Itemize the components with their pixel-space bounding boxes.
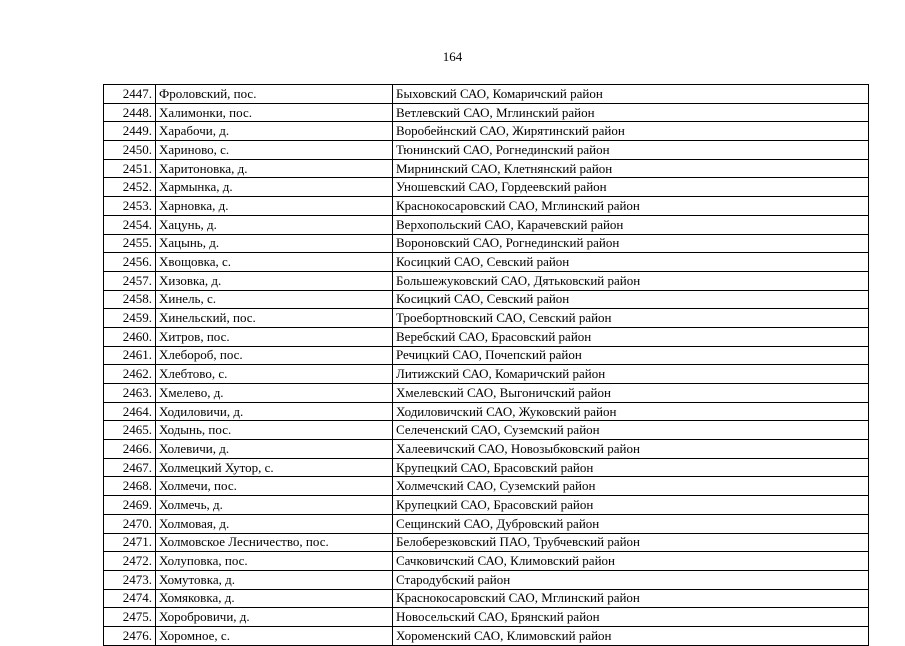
table-row (104, 552, 869, 571)
district-name: Белоберезковский ПАО, Трубчевский район (393, 533, 869, 552)
row-number: 2468. (104, 477, 156, 496)
table-row (104, 290, 869, 309)
row-number: 2463. (104, 384, 156, 403)
row-number: 2452. (104, 178, 156, 197)
settlement-name: Ходиловичи, д. (156, 402, 393, 421)
row-number: 2465. (104, 421, 156, 440)
table-row (104, 327, 869, 346)
table-row (104, 514, 869, 533)
table-row (104, 197, 869, 216)
row-number: 2472. (104, 552, 156, 571)
district-name: Сещинский САО, Дубровский район (393, 514, 869, 533)
table-row (104, 122, 869, 141)
table-row (104, 159, 869, 178)
row-number: 2461. (104, 346, 156, 365)
settlement-name: Фроловский, пос. (156, 85, 393, 104)
settlement-name: Хоромное, с. (156, 626, 393, 645)
district-name: Крупецкий САО, Брасовский район (393, 458, 869, 477)
table-row (104, 477, 869, 496)
district-name: Сачковичский САО, Климовский район (393, 552, 869, 571)
settlement-name: Харновка, д. (156, 197, 393, 216)
settlement-name: Хинельский, пос. (156, 309, 393, 328)
row-number: 2473. (104, 570, 156, 589)
table-row (104, 402, 869, 421)
page-number: 164 (442, 49, 463, 64)
table-row (104, 234, 869, 253)
row-number: 2455. (104, 234, 156, 253)
row-number: 2447. (104, 85, 156, 104)
row-number: 2476. (104, 626, 156, 645)
table-row (104, 626, 869, 645)
settlement-name: Холуповка, пос. (156, 552, 393, 571)
table-row (104, 103, 869, 122)
settlement-name: Холмецкий Хутор, с. (156, 458, 393, 477)
table-row (104, 440, 869, 459)
district-name: Косицкий САО, Севский район (393, 253, 869, 272)
row-number: 2456. (104, 253, 156, 272)
district-name: Литижский САО, Комаричский район (393, 365, 869, 384)
settlement-name: Холмовая, д. (156, 514, 393, 533)
table-row (104, 421, 869, 440)
table-row (104, 608, 869, 627)
table-row (104, 178, 869, 197)
district-name: Краснокосаровский САО, Мглинский район (393, 589, 869, 608)
settlement-name: Хомутовка, д. (156, 570, 393, 589)
settlement-name: Хизовка, д. (156, 271, 393, 290)
row-number: 2451. (104, 159, 156, 178)
district-name: Хмелевский САО, Выгоничский район (393, 384, 869, 403)
district-name: Хороменский САО, Климовский район (393, 626, 869, 645)
row-number: 2464. (104, 402, 156, 421)
row-number: 2457. (104, 271, 156, 290)
district-name: Стародубский район (393, 570, 869, 589)
settlement-name: Холмовское Лесничество, пос. (156, 533, 393, 552)
table-row (104, 365, 869, 384)
row-number: 2475. (104, 608, 156, 627)
settlement-name: Хармынка, д. (156, 178, 393, 197)
row-number: 2474. (104, 589, 156, 608)
district-name: Вороновский САО, Рогнединский район (393, 234, 869, 253)
settlement-name: Хинель, с. (156, 290, 393, 309)
settlement-name: Хвощовка, с. (156, 253, 393, 272)
table-row (104, 458, 869, 477)
settlement-name: Хмелево, д. (156, 384, 393, 403)
district-name: Троебортновский САО, Севский район (393, 309, 869, 328)
district-name: Быховский САО, Комаричский район (393, 85, 869, 104)
district-name: Ветлевский САО, Мглинский район (393, 103, 869, 122)
row-number: 2467. (104, 458, 156, 477)
district-name: Тюнинский САО, Рогнединский район (393, 141, 869, 160)
district-name: Воробейнский САО, Жирятинский район (393, 122, 869, 141)
district-name: Косицкий САО, Севский район (393, 290, 869, 309)
settlement-name: Холмечь, д. (156, 496, 393, 515)
table-row (104, 346, 869, 365)
table-row (104, 533, 869, 552)
table-row (104, 384, 869, 403)
row-number: 2460. (104, 327, 156, 346)
table-row (104, 215, 869, 234)
row-number: 2470. (104, 514, 156, 533)
settlement-name: Хацынь, д. (156, 234, 393, 253)
row-number: 2459. (104, 309, 156, 328)
settlement-name: Холевичи, д. (156, 440, 393, 459)
table-row (104, 85, 869, 104)
settlements-table-body (104, 85, 869, 646)
row-number: 2454. (104, 215, 156, 234)
row-number: 2449. (104, 122, 156, 141)
settlement-name: Хлебороб, пос. (156, 346, 393, 365)
table-row (104, 141, 869, 160)
row-number: 2462. (104, 365, 156, 384)
settlement-name: Хариново, с. (156, 141, 393, 160)
table-row (104, 253, 869, 272)
row-number: 2466. (104, 440, 156, 459)
table-row (104, 589, 869, 608)
district-name: Краснокосаровский САО, Мглинский район (393, 197, 869, 216)
table-row (104, 309, 869, 328)
settlement-name: Халимонки, пос. (156, 103, 393, 122)
table-row (104, 271, 869, 290)
settlement-name: Харабочи, д. (156, 122, 393, 141)
settlement-name: Хитров, пос. (156, 327, 393, 346)
settlement-name: Хацунь, д. (156, 215, 393, 234)
district-name: Халеевичский САО, Новозыбковский район (393, 440, 869, 459)
table-row (104, 570, 869, 589)
row-number: 2450. (104, 141, 156, 160)
district-name: Большежуковский САО, Дятьковский район (393, 271, 869, 290)
settlement-name: Хомяковка, д. (156, 589, 393, 608)
settlement-name: Холмечи, пос. (156, 477, 393, 496)
district-name: Ходиловичский САО, Жуковский район (393, 402, 869, 421)
district-name: Мирнинский САО, Клетнянский район (393, 159, 869, 178)
district-name: Холмечский САО, Суземский район (393, 477, 869, 496)
row-number: 2448. (104, 103, 156, 122)
settlement-name: Хоробровичи, д. (156, 608, 393, 627)
row-number: 2469. (104, 496, 156, 515)
district-name: Речицкий САО, Почепский район (393, 346, 869, 365)
district-name: Новосельский САО, Брянский район (393, 608, 869, 627)
district-name: Веребский САО, Брасовский район (393, 327, 869, 346)
district-name: Верхопольский САО, Карачевский район (393, 215, 869, 234)
district-name: Селеченский САО, Суземский район (393, 421, 869, 440)
settlement-name: Хлебтово, с. (156, 365, 393, 384)
row-number: 2471. (104, 533, 156, 552)
settlement-name: Харитоновка, д. (156, 159, 393, 178)
district-name: Крупецкий САО, Брасовский район (393, 496, 869, 515)
table-row (104, 496, 869, 515)
district-name: Уношевский САО, Гордеевский район (393, 178, 869, 197)
settlement-name: Ходынь, пос. (156, 421, 393, 440)
row-number: 2453. (104, 197, 156, 216)
row-number: 2458. (104, 290, 156, 309)
settlements-table (103, 84, 869, 646)
